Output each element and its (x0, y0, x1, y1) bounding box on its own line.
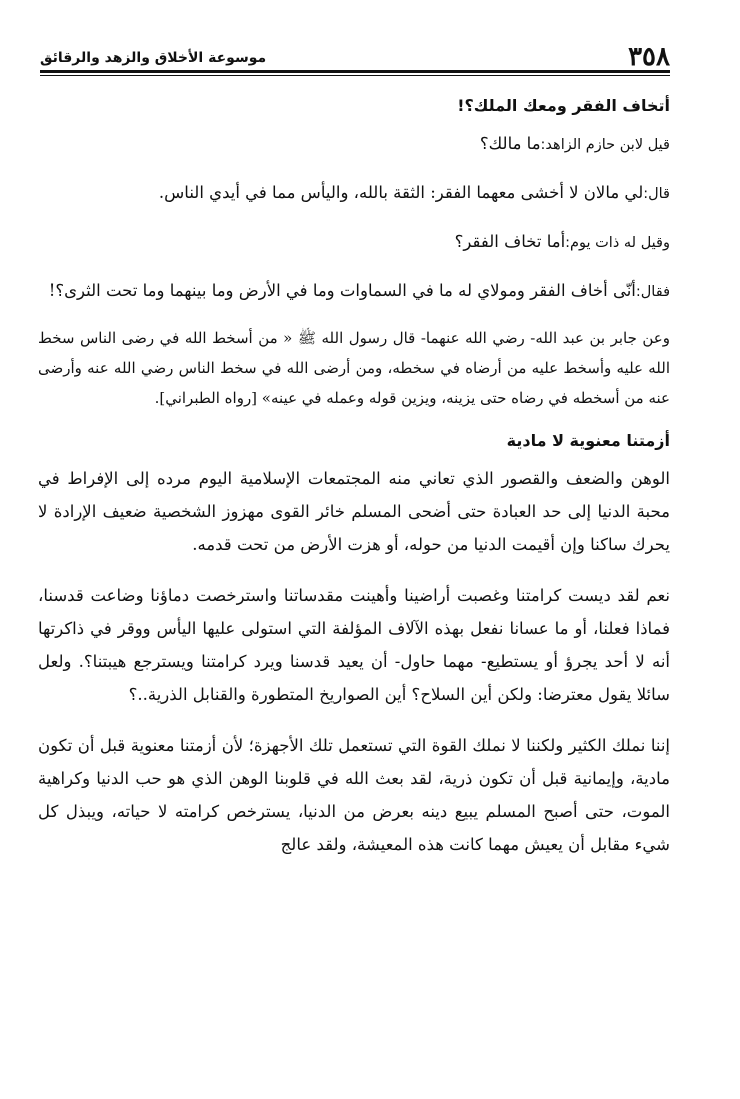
paragraph-question-1 (38, 127, 670, 162)
section-heading-fear-of-poverty: أتخاف الفقر ومعك الملك؟! (457, 96, 670, 115)
paragraph-answer-2 (38, 274, 670, 309)
question-2-label: وقيل له ذات يوم: (565, 235, 670, 251)
page-number: ٣٥٨ (628, 42, 670, 72)
answer-1-text: لي مالان لا أخشى معهما الفقر: الثقة بالله، واليأس مما في أيدي الناس. (158, 183, 644, 202)
answer-2-text: أنّى أخاف الفقر ومولاي له ما في السماوات وما في الأرض وما بينهما وما تحت الثرى؟! (48, 281, 636, 300)
paragraph-dignity: نعم لقد ديست كرامتنا وغصبت أراضينا وأهينت مقدساتنا واسترخصت دماؤنا وضاعت قدسنا، فماذا فعلنا، أو ما عسانا نفعل بهذه الآلاف المؤلفة التي استولى عليها اليأس ووقر في ذاكرتها أنه لا أحد يجرؤ أو يستطيع- مهما حاول- أن يعيد قدسنا ويرد كرامتنا ويسترجع هيبتنا؟. ولعل سائلا يقول معترضا: ولكن أين السلاح؟ أين الصواريخ المتطورة والقنابل الذرية..؟ (38, 586, 670, 704)
question-1-text: ما مالك؟ (479, 134, 541, 153)
header-rule (40, 70, 670, 76)
paragraph-we-own-much: إننا نملك الكثير ولكننا لا نملك القوة التي تستعمل تلك الأجهزة؛ لأن أزمتنا معنوية قبل أن تكون مادية، وإيمانية قبل أن تكون ذرية، لقد بعث الله في قلوبنا الوهن الذي هو حب الدنيا وكراهية الموت، حتى أصبح المسلم يبيع دينه بعرض من الدنيا، يسترخص كرامته لا حياته، ويبذل كل شيء مقابل أن يعيش مهما كانت هذه المعيشة، ولقد عالج (38, 736, 670, 854)
page-header (40, 44, 670, 76)
paragraph-weakness: الوهن والضعف والقصور الذي تعاني منه المجتمعات الإسلامية اليوم مرده إلى الإفراط في محبة الدنيا إلى حد العبادة حتى أضحى المسلم خائر القوى مهزوز الشخصية ضعيف الإرادة لا يحرك ساكنا وإن أقيمت الدنيا من حوله، أو هزت الأرض من تحت قدمه. (38, 469, 670, 554)
page-content (38, 86, 670, 875)
paragraph-question-2 (38, 225, 670, 260)
answer-1-label: قال: (643, 186, 670, 202)
question-1-label: قيل لابن حازم الزاهد: (540, 137, 670, 153)
section-heading-moral-crisis: أزمتنا معنوية لا مادية (506, 431, 670, 450)
answer-2-label: فقال: (635, 284, 670, 300)
question-2-text: أما تخاف الفقر؟ (454, 232, 566, 251)
paragraph-answer-1 (38, 176, 670, 211)
running-title: موسوعة الأخلاق والزهد والرقائق (40, 50, 267, 66)
paragraph-hadith: وعن جابر بن عبد الله- رضي الله عنهما- قال رسول الله ﷺ « من أسخط الله في رضى الناس سخط الله عليه وأسخط عليه من أرضاه في سخطه، ومن أرضى الله في سخط الناس رضي الله عنه وأرضى عنه من أسخطه في رضاه حتى يزينه، ويزين قوله وعمله في عينه» [رواه الطبراني]. (38, 329, 670, 407)
